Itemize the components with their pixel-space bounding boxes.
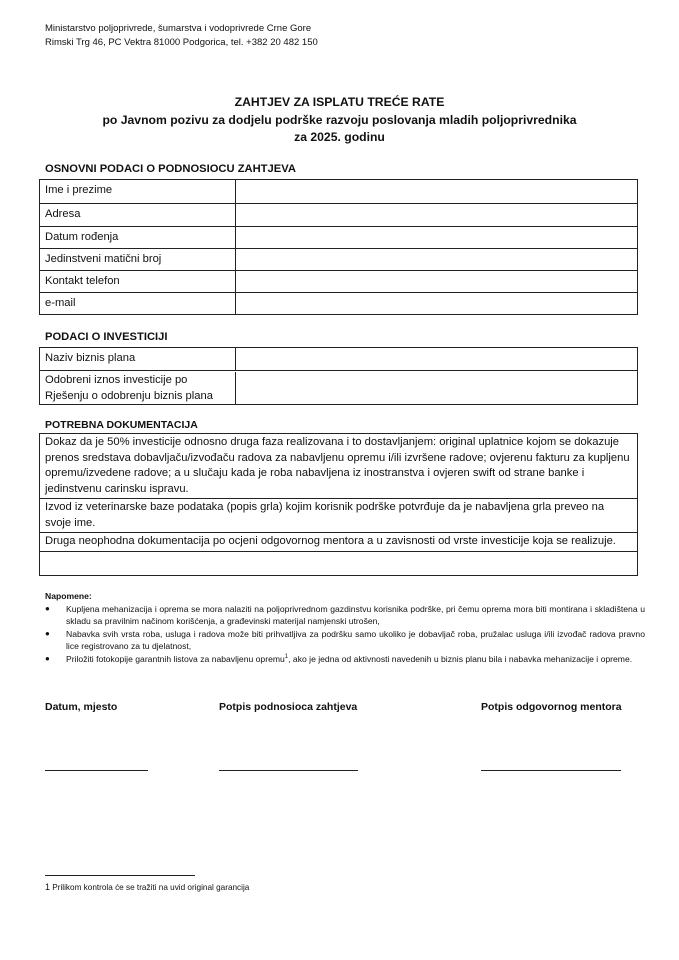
footnote: [45, 882, 249, 892]
title-line-2: po Javnom pozivu za dodjelu podrške razvoju poslovanja mladih poljoprivrednika: [102, 112, 577, 127]
documentation-empty-row[interactable]: [40, 551, 637, 575]
field-label-approved-amount-line-1: Odobreni iznos investicije po: [45, 374, 188, 386]
signature-line-applicant[interactable]: [219, 770, 358, 771]
signature-line-mentor[interactable]: [481, 770, 621, 771]
table-row: [40, 348, 637, 370]
field-label-id-number: Jedinstveni matični broj: [40, 249, 236, 270]
list-item: [45, 653, 645, 666]
table-row: [40, 226, 637, 248]
section-documentation-heading: POTREBNA DOKUMENTACIJA: [45, 419, 198, 431]
document-title: [0, 94, 679, 147]
field-value-approved-amount[interactable]: [236, 372, 637, 404]
field-label-business-plan: Naziv biznis plana: [40, 348, 236, 370]
notes-heading: Napomene:: [45, 591, 92, 601]
note-text: Nabavka svih vrsta roba, usluga i radova može biti prihvatljiva za podršku samo ukoliko je dobavljač roba, pružalac usluga i/ili izvođač radova pravno lice registrovano za tu djelatnost,: [66, 628, 645, 651]
title-line-3: za 2025. godinu: [294, 130, 385, 144]
ministry-header: [45, 22, 318, 50]
section-investment-heading: PODACI O INVESTICIJI: [45, 331, 168, 343]
bullet-icon: ●: [45, 628, 50, 638]
table-row: [40, 370, 637, 404]
field-label-approved-amount: [40, 372, 236, 404]
section-applicant-heading: OSNOVNI PODACI O PODNOSIOCU ZAHTJEVA: [45, 163, 296, 175]
footnote-number: 1: [45, 882, 51, 892]
table-row: [40, 180, 637, 203]
signature-label-mentor: Potpis odgovornog mentora: [481, 701, 622, 713]
field-value-address[interactable]: [236, 204, 637, 226]
field-label-approved-amount-line-2: Rješenju o odobrenju biznis plana: [45, 390, 213, 402]
documentation-item: Dokaz da je 50% investicije odnosno druga faza realizovana i to dostavljanjem: original uplatnice kojom se dokazuje prenos sredstava dobavljaču/izvođaču radova za nabavljenu opremu i/ili izvršene radove; ovjerenu fakturu za kupljenu opremu/izvedene radove; a u slučaju kada je roba nabavljena iz inostranstva i ovjeren swift od strane banke i jedinstvenu carinsku ispravu.: [45, 436, 630, 495]
field-label-email: e-mail: [40, 293, 236, 314]
field-value-name[interactable]: [236, 180, 637, 203]
field-label-address: Adresa: [40, 204, 236, 226]
note-text: Priložiti fotokopije garantnih listova za nabavljenu opremu: [66, 653, 285, 664]
table-row: [40, 203, 637, 226]
ministry-name: Ministarstvo poljoprivrede, šumarstva i vodoprivrede Crne Gore: [45, 23, 312, 34]
investment-table: [39, 347, 638, 405]
note-text: Kupljena mehanizacija i oprema se mora nalaziti na poljoprivrednom gazdinstvu korisnika podrške, pri čemu oprema mora biti montirana i skladištena u skladu sa pravilnim načinom korišćenja, a građevinski materijal namjenski utrošen,: [66, 603, 645, 626]
table-row: [40, 270, 637, 292]
signature-label-date-place: Datum, mjesto: [45, 701, 118, 713]
documentation-table: [39, 433, 638, 576]
field-label-phone: Kontakt telefon: [40, 271, 236, 292]
bullet-icon: ●: [45, 603, 50, 613]
applicant-table: [39, 179, 638, 315]
title-line-1: ZAHTJEV ZA ISPLATU TREĆE RATE: [234, 95, 445, 109]
table-row: [40, 248, 637, 270]
documentation-item: Druga neophodna dokumentacija po ocjeni odgovornog mentora a u zavisnosti od vrste investicije koja se realizuje.: [40, 532, 637, 551]
documentation-item: Izvod iz veterinarske baze podataka (popis grla) kojim korisnik podrške potvrđuje da je nabavljena grla preveo na svoje ime.: [40, 498, 637, 532]
field-label-name: Ime i prezime: [40, 180, 236, 203]
note-text: , ako je jedna od aktivnosti navedenih u biznis planu bila i nabavka mehanizacije i opreme.: [288, 653, 633, 664]
ministry-address: Rimski Trg 46, PC Vektra 81000 Podgorica, tel. +382 20 482 150: [45, 37, 318, 48]
field-value-phone[interactable]: [236, 271, 637, 292]
table-row: [40, 292, 637, 314]
signature-line-date-place[interactable]: [45, 770, 148, 771]
bullet-icon: ●: [45, 653, 50, 663]
list-item: [45, 628, 645, 653]
list-item: [45, 603, 645, 628]
footnote-reference[interactable]: 1: [284, 653, 289, 660]
field-value-birth-date[interactable]: [236, 227, 637, 248]
field-label-birth-date: Datum rođenja: [40, 227, 236, 248]
field-value-business-plan[interactable]: [236, 348, 637, 370]
signature-label-applicant: Potpis podnosioca zahtjeva: [219, 701, 358, 713]
footnote-divider: [45, 875, 195, 876]
footnote-text: Prilikom kontrola će se tražiti na uvid original garancija: [50, 883, 250, 892]
field-value-id-number[interactable]: [236, 249, 637, 270]
notes: [45, 590, 645, 665]
field-value-email[interactable]: [236, 293, 637, 314]
